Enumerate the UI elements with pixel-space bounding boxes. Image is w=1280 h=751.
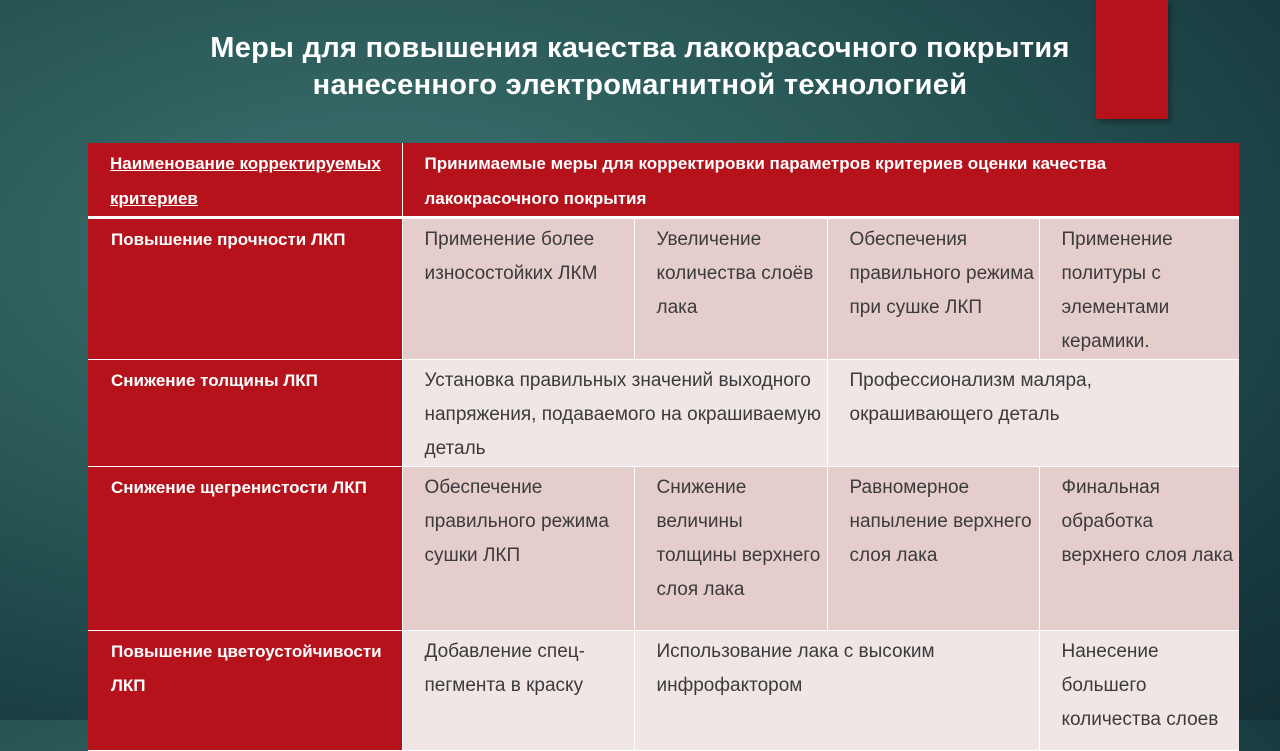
table-row bbox=[88, 218, 1239, 360]
measures-table bbox=[88, 143, 1239, 751]
measure-cell: Равномерное напыление верхнего слоя лака bbox=[827, 467, 1039, 631]
header-measures: Принимаемые меры для корректировки параметров критериев оценки качества лакокрасочного покрытия bbox=[402, 143, 1239, 218]
slide-title bbox=[110, 30, 1170, 104]
measure-cell: Профессионализм маляра, окрашивающего деталь bbox=[827, 360, 1239, 467]
table-row bbox=[88, 467, 1239, 631]
table-row bbox=[88, 360, 1239, 467]
measure-cell: Использование лака с высоким инфрофактором bbox=[634, 631, 1039, 751]
slide-title-line-2: нанесенного электромагнитной технологией bbox=[312, 69, 968, 101]
criterion-cell: Снижение щегренистости ЛКП bbox=[88, 467, 402, 631]
table-header-row bbox=[88, 143, 1239, 218]
measure-cell: Увеличение количества слоёв лака bbox=[634, 218, 827, 360]
criterion-cell: Повышение цветоустойчивости ЛКП bbox=[88, 631, 402, 751]
criterion-cell: Повышение прочности ЛКП bbox=[88, 218, 402, 360]
slide-title-line-1: Меры для повышения качества лакокрасочного покрытия bbox=[210, 32, 1070, 64]
header-criteria: Наименование корректируемых критериев bbox=[88, 143, 402, 218]
measure-cell: Снижение величины толщины верхнего слоя лака bbox=[634, 467, 827, 631]
criterion-cell: Снижение толщины ЛКП bbox=[88, 360, 402, 467]
table-row bbox=[88, 631, 1239, 751]
measure-cell: Применение политуры с элементами керамики. bbox=[1039, 218, 1239, 360]
measure-cell: Добавление спец-пегмента в краску bbox=[402, 631, 634, 751]
measure-cell: Применение более износостойких ЛКМ bbox=[402, 218, 634, 360]
measure-cell: Обеспечение правильного режима сушки ЛКП bbox=[402, 467, 634, 631]
measure-cell: Финальная обработка верхнего слоя лака bbox=[1039, 467, 1239, 631]
measure-cell: Обеспечения правильного режима при сушке ЛКП bbox=[827, 218, 1039, 360]
measure-cell: Нанесение большего количества слоев bbox=[1039, 631, 1239, 751]
measure-cell: Установка правильных значений выходного напряжения, подаваемого на окрашиваемую деталь bbox=[402, 360, 827, 467]
